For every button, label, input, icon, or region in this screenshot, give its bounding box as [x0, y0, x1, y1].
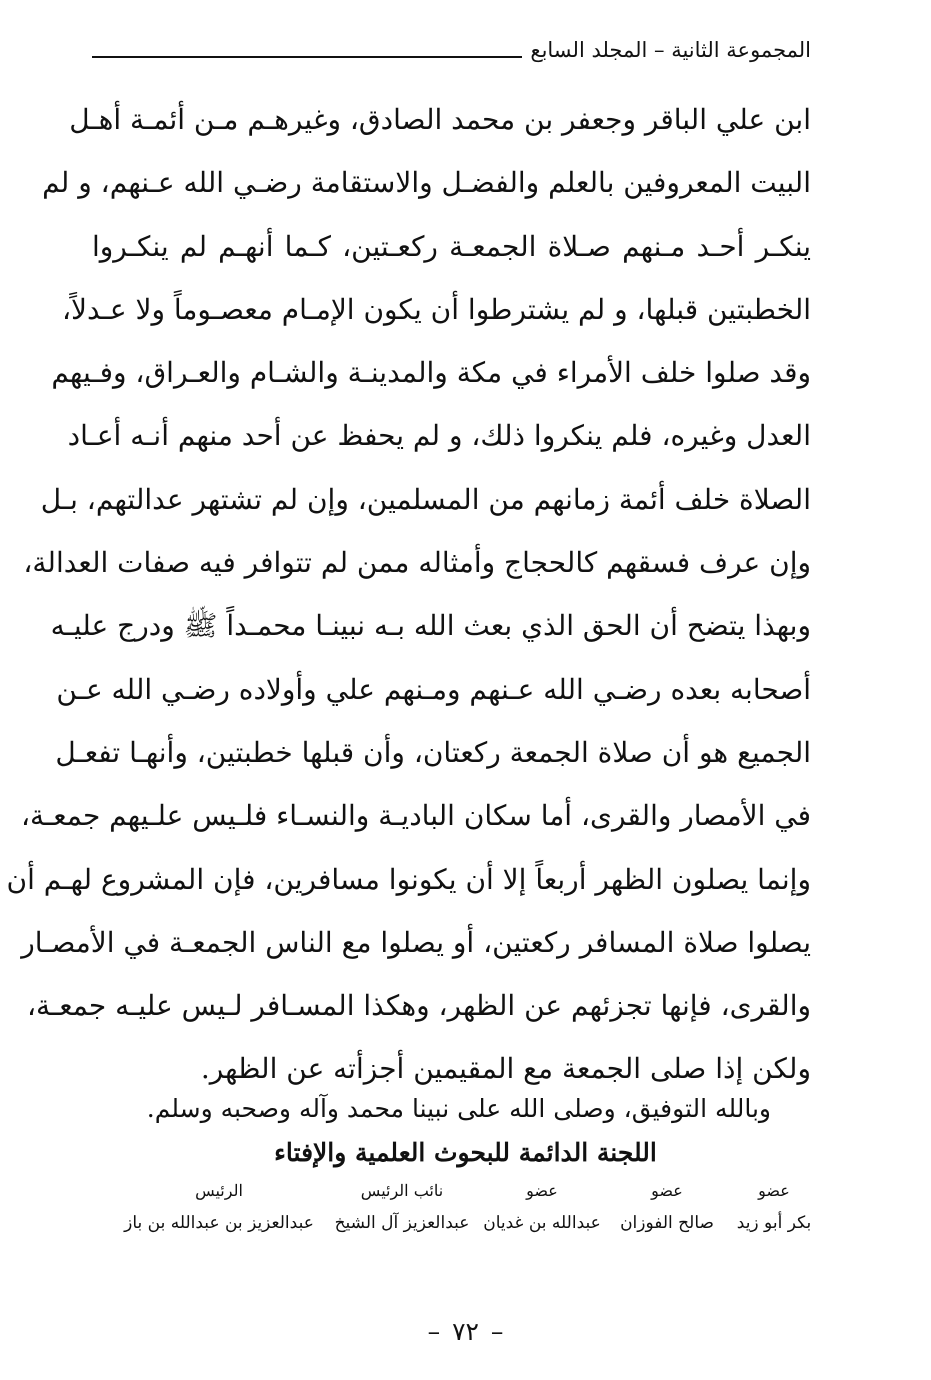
header-rule — [92, 56, 522, 58]
signatory-name: بكر أبو زيد — [736, 1213, 812, 1233]
body-line: وإنما يصلون الظهر أربعاً إلا أن يكونوا مسافرين، فإن المشروع لهـم أن — [6, 862, 811, 896]
page-number-dash: – — [427, 1317, 441, 1346]
running-header — [92, 28, 811, 64]
signatory-role: عضو — [526, 1181, 558, 1200]
body-line: العدل وغيره، فلم ينكروا ذلك، و لم يحفظ عن أحد منهم أنـه أعـاد — [67, 419, 811, 453]
page-number-dash: – — [490, 1317, 504, 1346]
body-line: أصحابه بعده رضـي الله عـنهم ومـنهم علي وأولاده رضـي الله عـن — [56, 672, 811, 706]
body-text — [6, 88, 811, 1101]
signatory — [477, 1180, 607, 1238]
signatory-name: عبدالعزيز آل الشيخ — [334, 1213, 470, 1233]
signatory-name: عبدالله بن غديان — [483, 1213, 601, 1233]
committee-title: اللجنة الدائمة للبحوث العلمية والإفتاء — [274, 1138, 657, 1167]
body-line: الجميع هو أن صلاة الجمعة ركعتان، وأن قبلها خطبتين، وأنهـا تفعـل — [55, 735, 811, 769]
signatory — [119, 1180, 319, 1238]
body-line: ينكـر أحـد مـنهم صـلاة الجمعـة ركعـتين، كـما أنهـم لم ينكـروا — [92, 229, 811, 263]
closing-line: وبالله التوفيق، وصلى الله على نبينا محمد وآله وصحبه وسلم. — [146, 1094, 771, 1123]
body-line: الخطبتين قبلها، و لم يشترطوا أن يكون الإمـام معصـوماً ولا عـدلاً، — [61, 292, 811, 326]
body-line: والقرى، فإنها تجزئهم عن الظهر، وهكذا المسـافر لـيس عليـه جمعـة، — [26, 989, 811, 1023]
body-line: ابن علي الباقر وجعفر بن محمد الصادق، وغيرهـم مـن أئمـة أهـل — [69, 103, 811, 136]
body-line: البيت المعروفين بالعلم والفضـل والاستقامة رضـي الله عـنهم، و لم — [42, 166, 811, 200]
signatory-role: نائب الرئيس — [360, 1181, 444, 1200]
page-number — [0, 1314, 931, 1350]
signatories — [119, 1180, 819, 1244]
signatory — [729, 1180, 819, 1238]
body-line: في الأمصار والقرى، أما سكان الباديـة والنسـاء فلـيس علـيهم جمعـة، — [21, 799, 811, 833]
body-line: وقد صلوا خلف الأمراء في مكة والمدينـة والشـام والعـراق، وفـيهم — [51, 356, 811, 390]
signatory — [607, 1180, 727, 1238]
running-title: المجموعة الثانية – المجلد السابع — [530, 38, 811, 62]
signatory-role: عضو — [651, 1181, 683, 1200]
body-line: يصلوا صلاة المسافر ركعتين، أو يصلوا مع الناس الجمعـة في الأمصـار — [21, 925, 811, 959]
signatory-name: عبدالعزيز بن عبدالله بن باز — [124, 1213, 314, 1233]
signatory-role: الرئيس — [195, 1181, 243, 1200]
body-line: وإن عرف فسقهم كالحجاج وأمثاله ممن لم تتوافر فيه صفات العدالة، — [23, 546, 811, 580]
signatory-name: صالح الفوزان — [620, 1213, 714, 1233]
page-number-value: ٧٢ — [452, 1317, 479, 1346]
body-line: الصلاة خلف أئمة زمانهم من المسلمين، وإن لم تشتهر عدالتهم، بـل — [40, 482, 811, 516]
body-line: ولكن إذا صلى الجمعة مع المقيمين أجزأته عن الظهر. — [200, 1052, 811, 1086]
signatory — [327, 1180, 477, 1238]
signatory-role: عضو — [758, 1181, 790, 1200]
body-line: وبهذا يتضح أن الحق الذي بعث الله بـه نبينـا محمـداً ﷺ ودرج عليـه — [50, 609, 811, 643]
